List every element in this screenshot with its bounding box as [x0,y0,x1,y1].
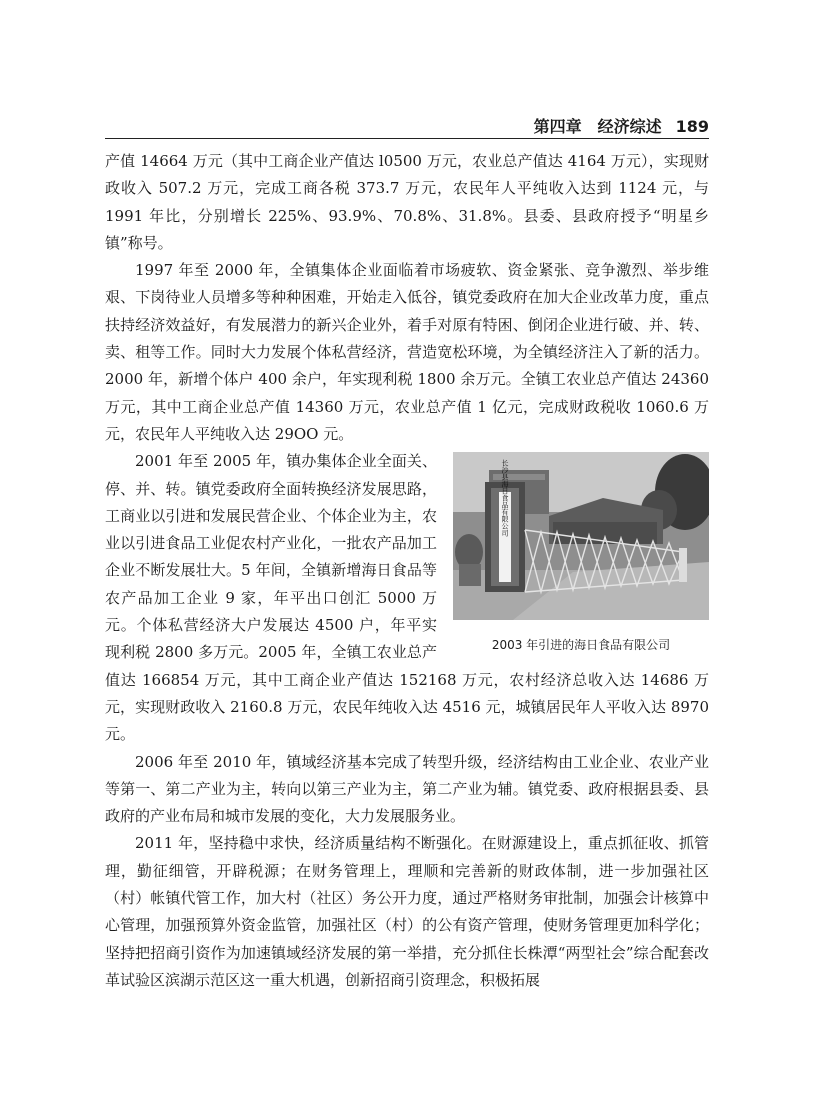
running-header [105,112,709,139]
page-number: 189 [675,117,709,136]
chapter-title: 第四章 经济综述 [533,117,662,136]
figure-caption: 2003 年引进的海日食品有限公司 [491,638,671,653]
figure [453,452,709,656]
paragraph-1: 产值 14664 万元（其中工商企业产值达 l0500 万元，农业总产值达 4164 万元），实现财政收入 507.2 万元，完成工商各税 373.7 万元，农民年人平纯收入达到 1124 元，与 1991 年比，分别增长 225%、93.9%、70.8%、31.8%。县委、县政府授予“明星乡镇”称号。 [105,152,709,252]
paragraph-3: 2001 年至 2005 年，镇办集体企业全面关、停、并、转。镇党委政府全面转换经济发展思路，工商业以引进和发展民营企业、个体企业为主，农业以引进食品工业促农村产业化，一批农产品加工企业不断发展壮大。5 年间，全镇新增海日食品等农产品加工企业 9 家，年平出口创汇 5000 万元。个体私营经济大户发展达 4500 户，年平实现利税 2800 多万元。2005 年，全镇工农业总产值达 166854 万元，其中工商企业产值达 152168 万元，农村经济总收入达 14686 万元，实现财政收入 2160.8 万元，农民年纯收入达 4516 元，城镇居民年人平收入达 8970 元。 [105,452,709,744]
header-right [534,114,709,137]
body-text [105,148,709,994]
paragraph-5: 2011 年，坚持稳中求快，经济质量结构不断强化。在财源建设上，重点抓征收、抓管理，勤征细管，开辟税源；在财务管理上，理顺和完善新的财政体制，进一步加强社区（村）帐镇代管工作，加大村（社区）务公开力度，通过严格财务审批制，加强会计核算中心管理，加强预算外资金监管，加强社区（村）的公有资产管理，使财务管理更加科学化；坚持把招商引资作为加速镇域经济发展的第一举措，充分抓住长株潭“两型社会”综合配套改革试验区滨湖示范区这一重大机遇，创新招商引资理念，积极拓展 [105,834,709,989]
paragraph-4: 2006 年至 2010 年，镇域经济基本完成了转型升级，经济结构由工业企业、农业产业等第一、第二产业为主，转向以第三产业为主，第二产业为辅。镇党委、政府根据县委、县政府的产业布局和城市发展的变化，大力发展服务业。 [105,752,709,826]
factory-gate-photo [453,452,709,620]
paragraph-2: 1997 年至 2000 年，全镇集体企业面临着市场疲软、资金紧张、竞争激烈、举步维艰、下岗待业人员增多等种种困难，开始走入低谷，镇党委政府在加大企业改革力度，重点扶持经济效益好，有发展潜力的新兴企业外，着手对原有特困、倒闭企业进行破、并、转、卖、租等工作。同时大力发展个体私营经济，营造宽松环境，为全镇经济注入了新的活力。2000 年，新增个体户 400 余户，年实现利税 1800 余万元。全镇工农业总产值达 24360 万元，其中工商企业总产值 14360 万元，农业总产值 1 亿元，完成财政税收 1060.6 万元，农民年人平纯收入达 29OO 元。 [105,261,709,443]
gate-sign-text: 长沙县海日食品有限公司 [501,459,509,537]
